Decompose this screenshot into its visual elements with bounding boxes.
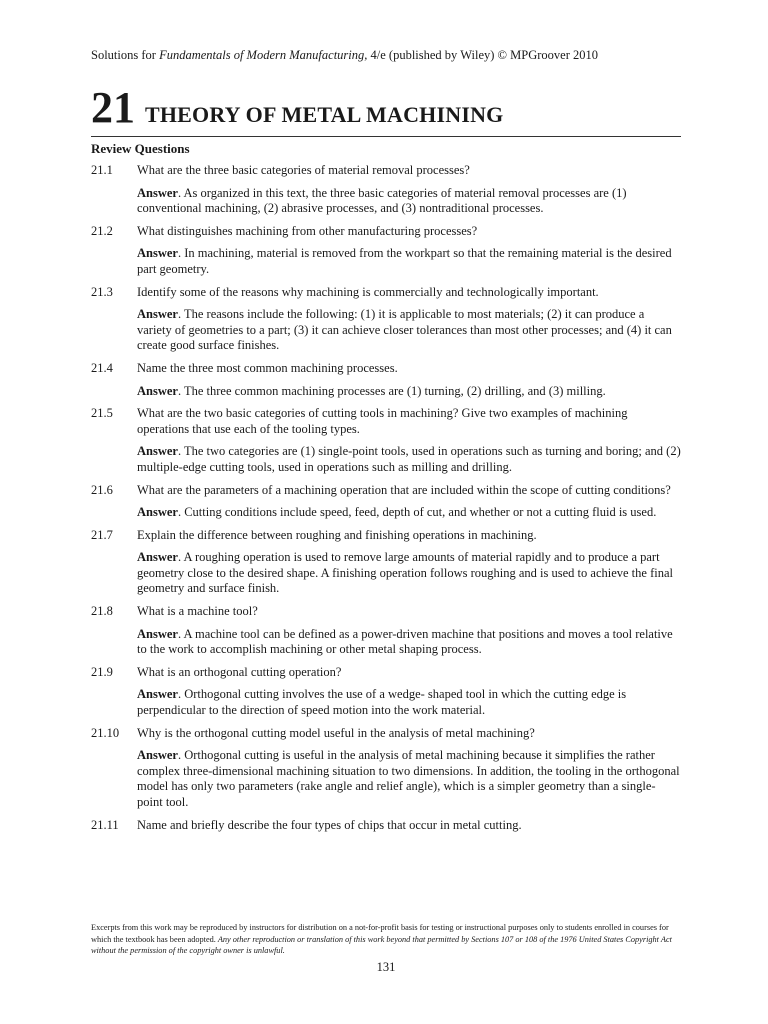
answer-body: . In machining, material is removed from the workpart so that the remaining material is the desired part geometry.: [137, 246, 672, 276]
question-text: Name and briefly describe the four types of chips that occur in metal cutting.: [137, 817, 522, 832]
answer-text: [137, 505, 681, 521]
running-header: [91, 48, 598, 63]
answer-body: . As organized in this text, the three basic categories of material removal processes are (1) conventional machining, (2) abrasive processes, and (3) nontraditional processes.: [137, 185, 627, 216]
answer-text: [137, 246, 681, 277]
question-item: [91, 726, 681, 742]
question-text: What are the two basic categories of cutting tools in machining? Give two examples of machining operations that use each of the tooling types.: [137, 406, 628, 436]
answer-label: Answer: [137, 687, 178, 702]
question-item: [91, 406, 681, 437]
question-number: 21.4: [91, 360, 113, 375]
question-item: [91, 361, 681, 377]
question-text: Name the three most common machining processes.: [137, 360, 398, 375]
chapter-heading: [91, 82, 503, 133]
question-number: 21.8: [91, 604, 113, 619]
answer-label: Answer: [137, 505, 178, 520]
question-number: 21.5: [91, 406, 113, 421]
answer-body: . Orthogonal cutting involves the use of a wedge- shaped tool in which the cutting edge is perpendicular to the direction of speed motion into the work material.: [137, 687, 627, 718]
question-text: Explain the difference between roughing and finishing operations in machining.: [137, 527, 537, 542]
header-suffix: 4/e (published by Wiley) © MPGroover 2010: [367, 48, 598, 62]
answer-body: . The three common machining processes are (1) turning, (2) drilling, and (3) milling.: [177, 383, 606, 398]
question-item: [91, 285, 681, 301]
question-text: Why is the orthogonal cutting model useful in the analysis of metal machining?: [137, 725, 535, 740]
question-text: Identify some of the reasons why machining is commercially and technologically important.: [137, 284, 599, 299]
question-item: [91, 163, 681, 179]
question-item: [91, 224, 681, 240]
question-text: What distinguishes machining from other manufacturing processes?: [137, 223, 478, 238]
answer-label: Answer: [137, 748, 178, 763]
answer-label: Answer: [137, 307, 178, 322]
answer-body: . Cutting conditions include speed, feed, depth of cut, and whether or not a cutting fluid is used.: [177, 505, 657, 520]
question-number: 21.10: [91, 725, 120, 740]
header-book-title: Fundamentals of Modern Manufacturing,: [159, 48, 368, 62]
question-text: What is an orthogonal cutting operation?: [137, 664, 342, 679]
question-number: 21.3: [91, 284, 113, 299]
question-text: What are the parameters of a machining operation that are included within the scope of cutting conditions?: [137, 482, 671, 497]
heading-divider: [91, 136, 681, 137]
question-item: [91, 528, 681, 544]
question-list: [91, 163, 681, 840]
question-item: [91, 818, 681, 834]
question-item: [91, 604, 681, 620]
chapter-title: THEORY OF METAL MACHINING: [145, 102, 504, 127]
copyright-footer: [91, 922, 681, 957]
answer-body: . The two categories are (1) single-point tools, used in operations such as turning and boring; and (2) multiple-edge cutting tools, used in operations such as milling and drilling.: [137, 444, 681, 474]
answer-text: [137, 444, 681, 475]
question-item: [91, 665, 681, 681]
question-number: 21.2: [91, 223, 113, 238]
answer-body: . The reasons include the following: (1) it is applicable to most materials; (2) it can produce a variety of geometries to a part; (3) it can achieve closer tolerances than most other processes; and (4) it can create good surface finishes.: [137, 307, 672, 353]
question-number: 21.11: [91, 817, 119, 832]
answer-text: [137, 687, 681, 718]
answer-body: . Orthogonal cutting is useful in the analysis of metal machining because it simplifies the rather complex three-dimensional machining situation to two dimensions. In addition, the tooling in the orthogonal model has only two parameters (rake angle and relief angle), which is a simpler geometry than a single-point tool.: [137, 748, 680, 809]
answer-text: [137, 307, 681, 354]
question-item: [91, 483, 681, 499]
answer-label: Answer: [137, 444, 178, 459]
answer-label: Answer: [137, 246, 178, 261]
question-text: What are the three basic categories of material removal processes?: [137, 163, 470, 177]
question-text: What is a machine tool?: [137, 604, 258, 619]
footer-normal-text: Excerpts from this work may be reproduced by instructors for distribution on a not-for-profit basis for testing or instructional purposes only to students enrolled in courses for which the textbook has been adopted.: [91, 923, 669, 944]
section-heading: Review Questions: [91, 141, 190, 156]
answer-text: [137, 186, 681, 217]
question-number: 21.6: [91, 482, 113, 497]
footer-italic-text: Any other reproduction or translation of this work beyond that permitted by Sections 107 or 108 of the 1976 United States Copyright Act without the permission of the copyright owner is unlawful.: [91, 934, 672, 955]
question-number: 21.9: [91, 664, 113, 679]
question-number: 21.7: [91, 527, 113, 542]
page-number: 131: [376, 960, 396, 974]
answer-text: [137, 550, 681, 597]
answer-body: . A roughing operation is used to remove large amounts of material rapidly and to produce a part geometry close to the desired shape. A finishing operation follows roughing and is used to achieve the final geometry and surface finish.: [137, 550, 673, 596]
answer-body: . A machine tool can be defined as a power-driven machine that positions and moves a tool relative to the work to accomplish machining or other metal shaping process.: [137, 626, 673, 657]
answer-text: [137, 748, 681, 810]
chapter-number: 21: [91, 83, 135, 132]
answer-label: Answer: [137, 626, 178, 641]
answer-text: [137, 627, 681, 658]
answer-text: [137, 384, 681, 400]
header-prefix: Solutions for: [91, 48, 160, 62]
answer-label: Answer: [137, 383, 178, 398]
answer-label: Answer: [137, 185, 178, 200]
answer-label: Answer: [137, 550, 178, 565]
question-number: 21.1: [91, 163, 113, 177]
